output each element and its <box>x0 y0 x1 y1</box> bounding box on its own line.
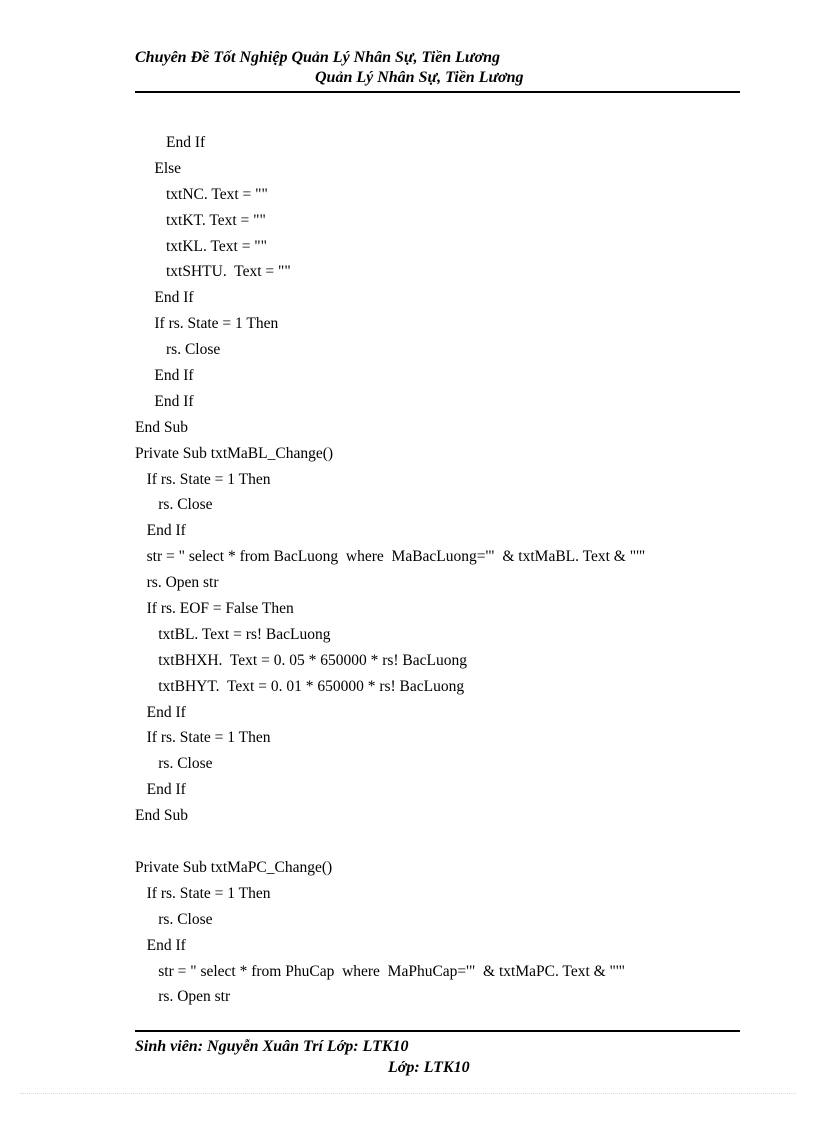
code-line: End Sub <box>135 807 188 825</box>
code-line: txtBHXH. Text = 0. 05 * 650000 * rs! BacLuong <box>135 651 467 669</box>
footer-divider <box>135 1030 740 1032</box>
code-line: If rs. State = 1 Then <box>135 729 271 747</box>
code-line: txtBL. Text = rs! BacLuong <box>135 625 331 643</box>
footer-student-info: Sinh viên: Nguyễn Xuân Trí Lớp: LTK10 <box>135 1038 409 1055</box>
code-line: Private Sub txtMaBL_Change() <box>135 444 334 462</box>
code-line: End If <box>135 703 186 721</box>
code-line: txtNC. Text = "" <box>135 185 268 203</box>
footer-class-info: Lớp: LTK10 <box>388 1059 470 1076</box>
code-line: If rs. State = 1 Then <box>135 315 279 333</box>
code-line: rs. Close <box>135 755 213 773</box>
code-line: txtBHYT. Text = 0. 01 * 650000 * rs! BacLuong <box>135 677 465 695</box>
code-line: End If <box>135 392 194 410</box>
code-listing <box>135 130 755 1010</box>
code-line: txtKT. Text = "" <box>135 211 266 229</box>
code-line: End If <box>135 781 186 799</box>
header-subtitle: Quản Lý Nhân Sự, Tiền Lương <box>315 69 524 86</box>
page-bottom-edge <box>20 1093 796 1094</box>
code-line: If rs. State = 1 Then <box>135 884 271 902</box>
page-header <box>135 48 740 88</box>
code-line: End If <box>135 289 194 307</box>
code-line: End If <box>135 134 206 151</box>
code-line: If rs. State = 1 Then <box>135 470 271 488</box>
code-line: End If <box>135 522 186 540</box>
code-line: str = " select * from BacLuong where MaBacLuong='" & txtMaBL. Text & "'" <box>135 548 646 566</box>
code-line: rs. Open str <box>135 574 219 592</box>
code-line: End Sub <box>135 418 188 436</box>
header-divider <box>135 91 740 93</box>
code-line: rs. Close <box>135 496 213 514</box>
code-line: rs. Close <box>135 910 213 928</box>
code-line: txtKL. Text = "" <box>135 237 267 255</box>
code-line: Private Sub txtMaPC_Change() <box>135 858 333 876</box>
code-line <box>135 829 755 855</box>
code-line: End If <box>135 936 186 954</box>
code-line: End If <box>135 367 194 385</box>
code-line: If rs. EOF = False Then <box>135 600 294 618</box>
header-title: Chuyên Đề Tốt Nghiệp Quản Lý Nhân Sự, Tiền Lương <box>135 49 500 66</box>
code-line: rs. Open str <box>135 988 231 1006</box>
code-line: str = " select * from PhuCap where MaPhuCap='" & txtMaPC. Text & "'" <box>135 962 626 980</box>
code-line: rs. Close <box>135 341 221 359</box>
code-line: txtSHTU. Text = "" <box>135 263 291 281</box>
page-footer <box>135 1036 740 1078</box>
code-line: Else <box>135 159 182 177</box>
